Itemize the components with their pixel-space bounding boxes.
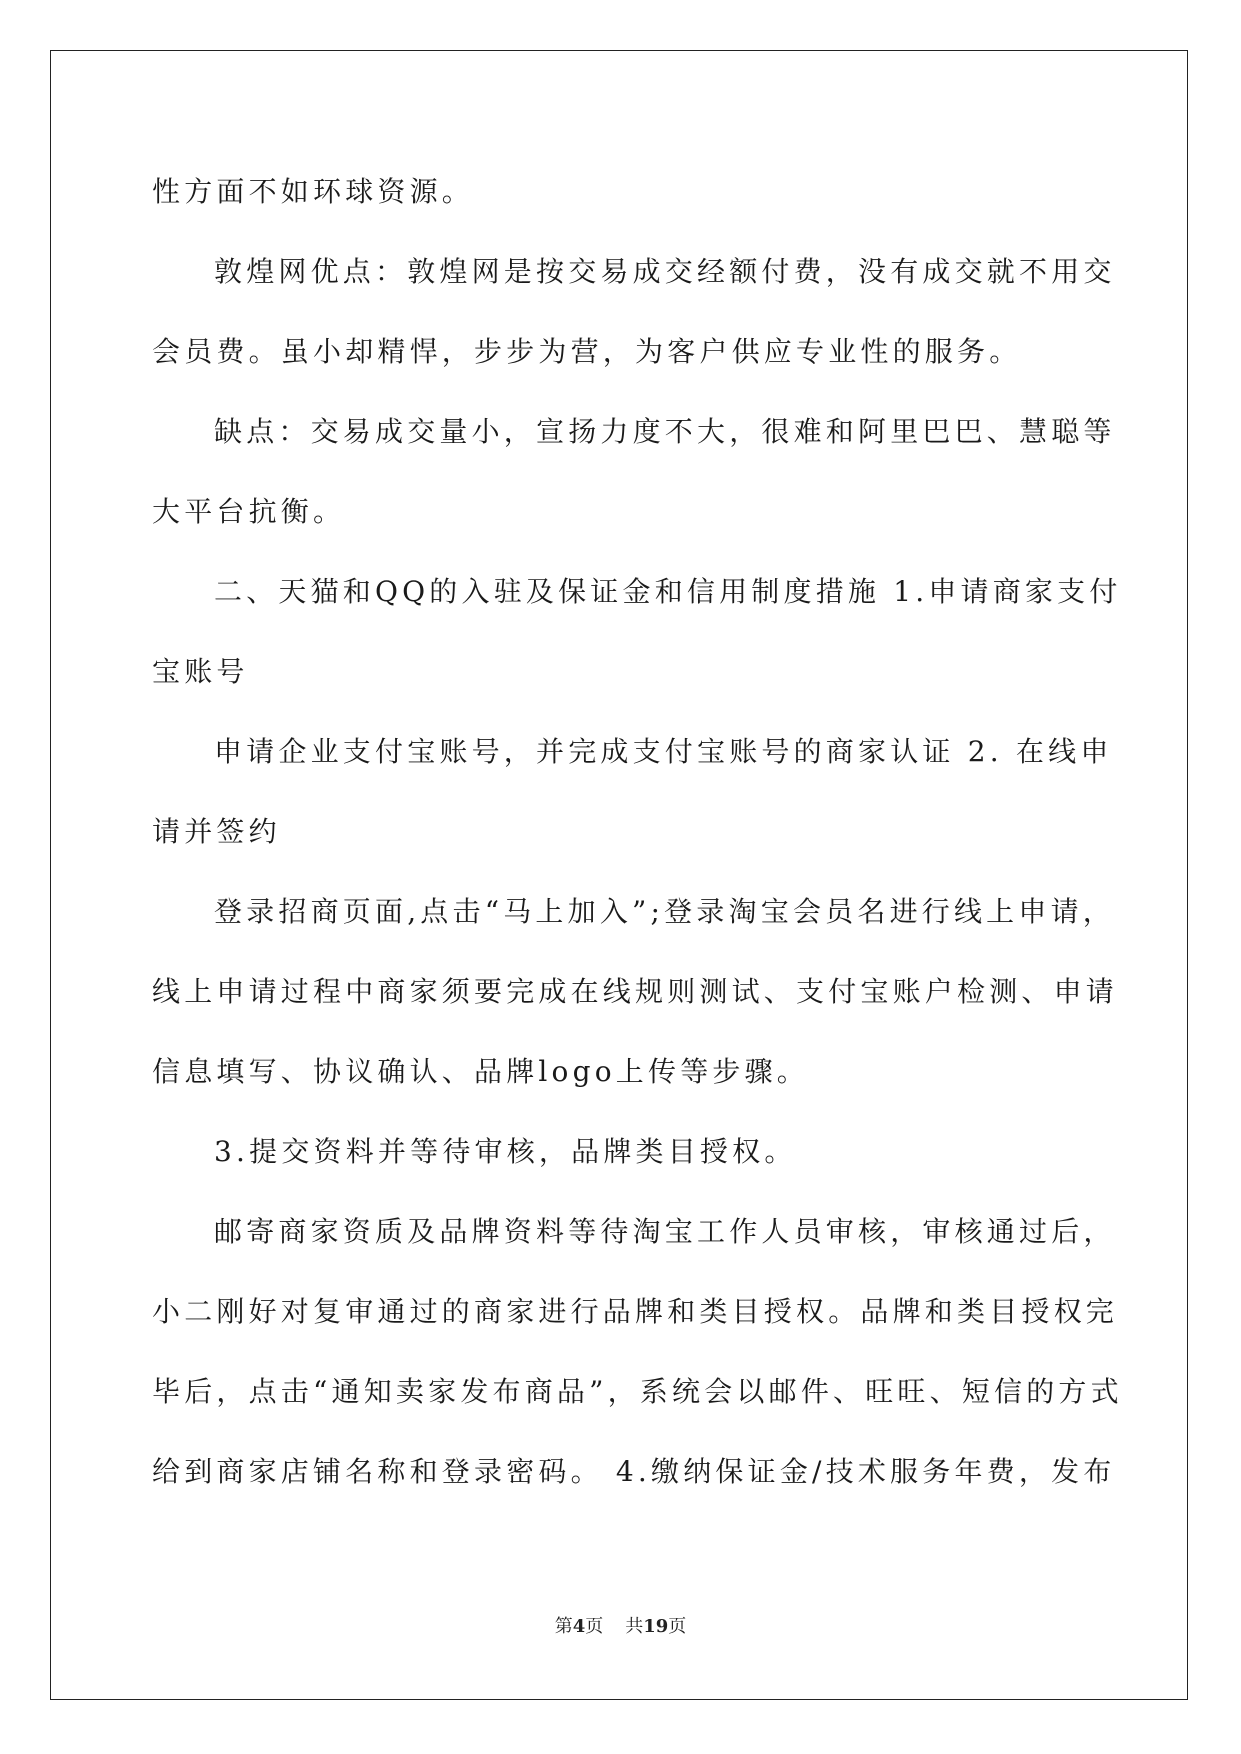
text-line: 申请企业支付宝账号，并完成支付宝账号的商家认证 2. 在线申 [214,735,1113,768]
text-line: 给到商家店铺名称和登录密码。 4.缴纳保证金/技术服务年费，发布 [152,1455,1116,1488]
total-label-prefix: 共 [625,1616,644,1637]
text-line: 会员费。虽小却精悍，步步为营，为客户供应专业性的服务。 [152,335,1022,368]
text-line: 信息填写、协议确认、品牌logo上传等步骤。 [152,1055,809,1088]
page-label-prefix: 第 [554,1616,573,1637]
text-line: 3.提交资料并等待审核，品牌类目授权。 [214,1135,797,1168]
text-line: 线上申请过程中商家须要完成在线规则测试、支付宝账户检测、申请 [152,975,1119,1008]
page-footer [0,1616,1241,1638]
text-line: 敦煌网优点：敦煌网是按交易成交经额付费，没有成交就不用交 [214,255,1116,288]
text-line: 小二刚好对复审通过的商家进行品牌和类目授权。品牌和类目授权完 [152,1295,1119,1328]
text-line: 大平台抗衡。 [152,495,346,528]
text-line: 性方面不如环球资源。 [152,175,475,208]
text-line: 缺点：交易成交量小，宣扬力度不大，很难和阿里巴巴、慧聪等 [214,415,1116,448]
text-line: 宝账号 [152,655,249,688]
total-label-suffix: 页 [668,1616,687,1637]
text-line: 毕后，点击“通知卖家发布商品”，系统会以邮件、旺旺、短信的方式 [152,1375,1123,1408]
page-border [50,50,1188,1700]
text-line: 登录招商页面,点击“马上加入”;登录淘宝会员名进行线上申请， [214,895,1115,928]
text-line: 邮寄商家资质及品牌资料等待淘宝工作人员审核，审核通过后， [214,1215,1116,1248]
total-pages: 19 [643,1616,669,1637]
text-line: 二、天猫和QQ的入驻及保证金和信用制度措施 1.申请商家支付 [214,575,1122,608]
page-number: 4 [572,1616,586,1637]
page-label-suffix: 页 [585,1616,604,1637]
text-line: 请并签约 [152,815,281,848]
